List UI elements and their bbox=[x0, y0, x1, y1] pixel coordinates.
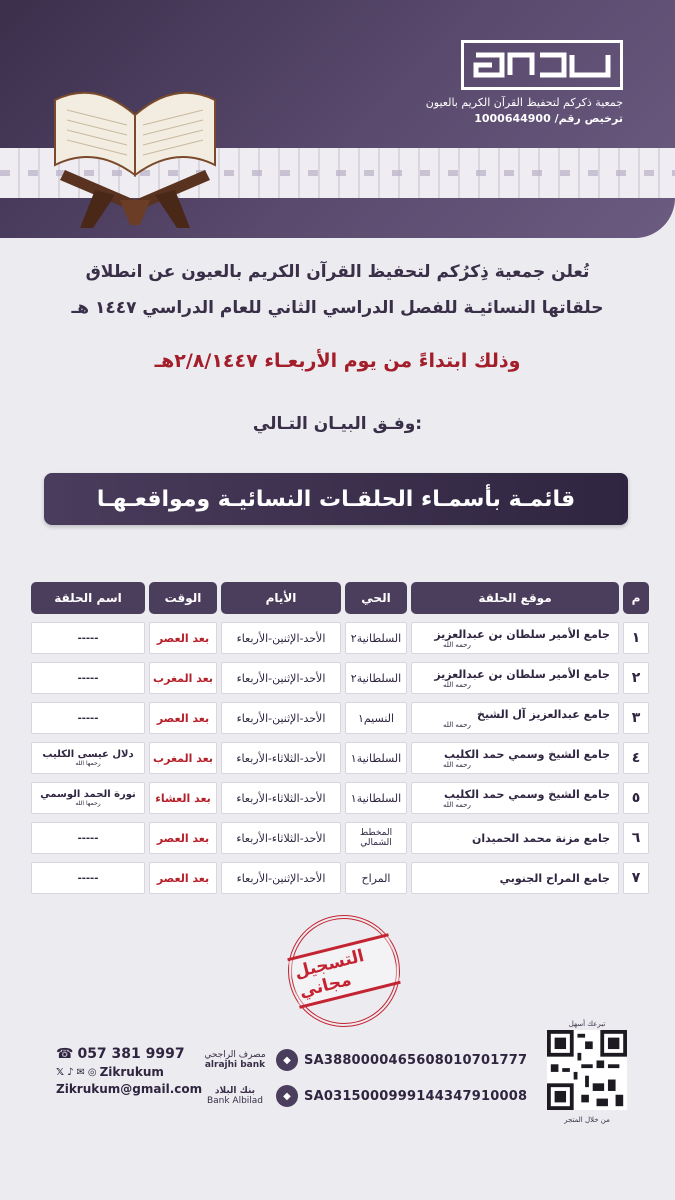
table-row bbox=[31, 622, 649, 654]
row-district: السلطانية١ bbox=[345, 742, 407, 774]
table-intro: وفـق البيـان التـالي: bbox=[252, 414, 423, 434]
bank-albilad-row bbox=[200, 1082, 530, 1110]
stamp-text: التسجيل مجاني bbox=[287, 933, 400, 1009]
logo bbox=[461, 40, 623, 90]
x-icon: 𝕏 bbox=[56, 1066, 65, 1078]
row-district: السلطانية٢ bbox=[345, 662, 407, 694]
qr-bottom-caption: من خلال المتجر bbox=[564, 1116, 610, 1124]
phone-row[interactable] bbox=[56, 1046, 186, 1062]
row-days: الأحد-الإثنين-الأربعاء bbox=[221, 662, 341, 694]
announcement-line-2: حلقاتها النسائيـة للفصل الدراسي الثاني للعام الدراسي ١٤٤٧ هـ bbox=[71, 298, 604, 318]
qr-block bbox=[545, 1020, 629, 1124]
row-time: بعد العصر bbox=[149, 702, 217, 734]
logo-mark-icon bbox=[472, 47, 612, 83]
header-banner bbox=[0, 0, 675, 238]
phone-icon: ☎ bbox=[56, 1046, 74, 1062]
announcement-line-1: تُعلن جمعية ذِكرُكم لتحفيظ القرآن الكريم بالعيون عن انطلاق bbox=[85, 262, 590, 282]
row-name: ----- bbox=[31, 662, 145, 694]
row-district: المراح bbox=[345, 862, 407, 894]
row-location: جامع الأمير سلطان بن عبدالعزيز رحمه الله bbox=[411, 662, 619, 694]
row-days: الأحد-الإثنين-الأربعاء bbox=[221, 702, 341, 734]
table-row bbox=[31, 702, 649, 734]
row-location: جامع عبدالعزيز آل الشيخ رحمه الله bbox=[411, 702, 619, 734]
phone-number: 057 381 9997 bbox=[77, 1046, 185, 1062]
row-days: الأحد-الثلاثاء-الأربعاء bbox=[221, 822, 341, 854]
row-name: ----- bbox=[31, 622, 145, 654]
row-name: ----- bbox=[31, 822, 145, 854]
row-num: ٢ bbox=[623, 662, 649, 694]
email[interactable]: Zikrukum@gmail.com bbox=[56, 1082, 203, 1096]
row-num: ٤ bbox=[623, 742, 649, 774]
rajhi-iban[interactable]: SA3880000465608010701777 bbox=[304, 1052, 528, 1068]
list-title: قائمـة بأسمـاء الحلقـات النسائيـة ومواقعـهـا bbox=[96, 486, 576, 512]
albilad-logo: بنك البلاد Bank Albilad bbox=[206, 1086, 264, 1106]
row-district: السلطانية٢ bbox=[345, 622, 407, 654]
row-location: جامع الأمير سلطان بن عبدالعزيز رحمه الله bbox=[411, 622, 619, 654]
row-num: ١ bbox=[623, 622, 649, 654]
qr-code-icon[interactable] bbox=[547, 1030, 627, 1110]
row-time: بعد المغرب bbox=[149, 742, 217, 774]
row-days: الأحد-الثلاثاء-الأربعاء bbox=[221, 782, 341, 814]
circles-table bbox=[27, 574, 653, 902]
rajhi-logo: مصرف الراجحي alrajhi bank bbox=[204, 1050, 266, 1070]
table-row bbox=[31, 822, 649, 854]
tiktok-icon: ♪ bbox=[67, 1066, 74, 1078]
contact-block bbox=[56, 1046, 203, 1096]
row-days: الأحد-الثلاثاء-الأربعاء bbox=[221, 742, 341, 774]
row-location: جامع مزنة محمد الحميدان bbox=[411, 822, 619, 854]
row-name: ----- bbox=[31, 862, 145, 894]
row-location: جامع المراح الجنوبي bbox=[411, 862, 619, 894]
row-name: ----- bbox=[31, 702, 145, 734]
table-row bbox=[31, 742, 649, 774]
org-name: جمعية ذكركم لتحفيظ القرآن الكريم بالعيون bbox=[425, 96, 623, 109]
table-row bbox=[31, 862, 649, 894]
row-name: دلال عيسى الكليب رحمها الله bbox=[31, 742, 145, 774]
row-district: المخطط الشمالي bbox=[345, 822, 407, 854]
header-name: اسم الحلقة bbox=[31, 582, 145, 614]
header-num: م bbox=[623, 582, 649, 614]
row-district: النسيم١ bbox=[345, 702, 407, 734]
social-handle: Zikrukum bbox=[99, 1065, 164, 1079]
albilad-iban[interactable]: SA0315000999144347910008 bbox=[304, 1088, 528, 1104]
table-row bbox=[31, 662, 649, 694]
header-district: الحي bbox=[345, 582, 407, 614]
snapchat-icon: ✉ bbox=[76, 1066, 85, 1078]
row-time: بعد العصر bbox=[149, 862, 217, 894]
quran-stand-illustration bbox=[35, 60, 235, 230]
row-name: نورة الحمد الوسمي رحمها الله bbox=[31, 782, 145, 814]
qr-top-caption: تبرعك أسهل bbox=[568, 1020, 606, 1028]
row-time: بعد المغرب bbox=[149, 662, 217, 694]
list-title-bar bbox=[44, 473, 628, 525]
free-registration-stamp bbox=[276, 903, 412, 1039]
header-location: موقع الحلقة bbox=[411, 582, 619, 614]
instagram-icon: ◎ bbox=[87, 1066, 97, 1078]
row-num: ٦ bbox=[623, 822, 649, 854]
social-row[interactable] bbox=[56, 1065, 186, 1079]
row-days: الأحد-الإثنين-الأربعاء bbox=[221, 862, 341, 894]
table-row bbox=[31, 782, 649, 814]
header-time: الوقت bbox=[149, 582, 217, 614]
start-date-line: وذلك ابتداءً من يوم الأربعـاء ٢/٨/١٤٤٧هـ bbox=[154, 350, 521, 372]
row-num: ٣ bbox=[623, 702, 649, 734]
row-num: ٥ bbox=[623, 782, 649, 814]
row-location: جامع الشيخ وسمي حمد الكليب رحمه الله bbox=[411, 782, 619, 814]
header-days: الأيام bbox=[221, 582, 341, 614]
bank-icon: ◆ bbox=[276, 1049, 298, 1071]
bank-icon: ◆ bbox=[276, 1085, 298, 1107]
row-location: جامع الشيخ وسمي حمد الكليب رحمه الله bbox=[411, 742, 619, 774]
row-time: بعد العشاء bbox=[149, 782, 217, 814]
table-header-row bbox=[31, 582, 649, 614]
row-num: ٧ bbox=[623, 862, 649, 894]
bank-rajhi-row bbox=[200, 1046, 530, 1074]
row-district: السلطانية١ bbox=[345, 782, 407, 814]
row-days: الأحد-الإثنين-الأربعاء bbox=[221, 622, 341, 654]
license-number: ترخيص رقم/ 1000644900 bbox=[474, 112, 623, 125]
row-time: بعد العصر bbox=[149, 822, 217, 854]
row-time: بعد العصر bbox=[149, 622, 217, 654]
